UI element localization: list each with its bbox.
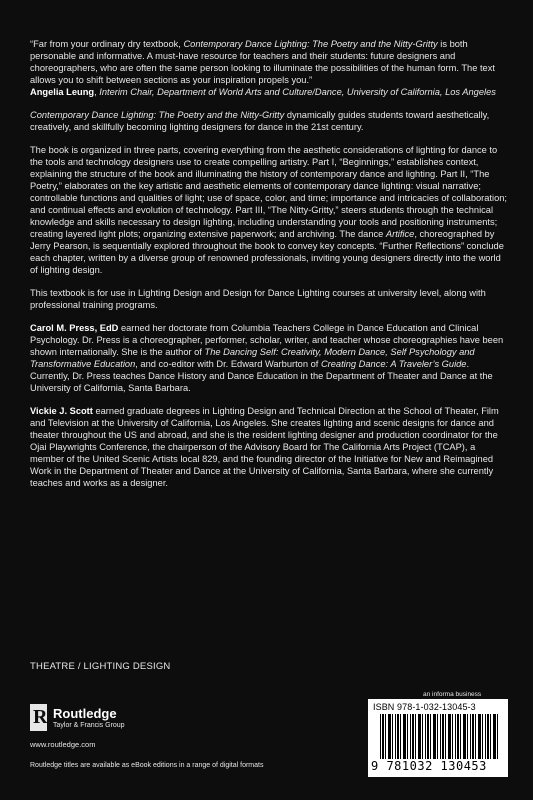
publisher-logo	[30, 704, 125, 731]
author-bio-scott: Vickie J. Scott earned graduate degrees in Lighting Design and Technical Direction at the School of Theater, Film and Television at the University of California, Los Angeles. She creates lighting and scenic designs for dance and theater throughout the US and abroad, and she is the resident lighting designer and production coordinator for the Ojai Playwrights Conference, the chairperson of the Advisory Board for The California Arts Project (TCAP), a member of the United Scenic Artists local 829, and the founding director of the Initiative for New and Reimagined Work in the Department of Theater and Dance at the University of California, Santa Barbara, where she currently teaches and works as a designer.	[30, 406, 499, 488]
usage-paragraph: This textbook is for use in Lighting Design and Design for Dance Lighting courses at university level, along with professional training programs.	[30, 288, 486, 310]
organization-paragraph: The book is organized in three parts, covering everything from the aesthetic considerations of lighting for dance to the tools and technology designers use to create compelling artistry. Part I, “Beginnings,” establishes context, explaining the structure of the book and illuminating the history of contemporary dance and lighting. Part II, “The Poetry,” elaborates on the key artistic and aesthetic elements of contemporary dance lighting: visual narrative; controllable functions and qualities of light; use of space, color, and time; importance and intricacies of collaboration; and continual effects and evolution of technology. Part III, “The Nitty-Gritty,” steers students through the technical knowledge and skills necessary to design lighting, including understanding your tools and positioning instruments; creating layered light plots; organizing extensive paperwork; and archiving. The dance Artifice, choreographed by Jerry Pearson, is sequentially explored throughout the book to convey key concepts. “Further Reflections” conclude each chapter, written by a diverse group of renowned professionals, inviting young designers directly into the world of lighting design.	[30, 145, 507, 275]
publisher-name: Routledge	[53, 705, 117, 721]
informa-tagline: an informa business	[423, 691, 482, 698]
endorser-name: Angelia Leung	[30, 87, 95, 97]
author-name: Carol M. Press, EdD	[30, 323, 119, 333]
back-cover-text	[30, 38, 508, 500]
publisher-website: www.routledge.com	[30, 740, 96, 749]
barcode-bars	[380, 714, 500, 759]
book-title-italic: Contemporary Dance Lighting: The Poetry and the Nitty-Gritty	[183, 39, 438, 49]
publisher-group: Taylor & Francis Group	[53, 721, 125, 729]
routledge-mark-icon: R	[30, 704, 47, 731]
intro-paragraph: Contemporary Dance Lighting: The Poetry and the Nitty-Gritty dynamically guides students toward aesthetically, creatively, and skillfully becoming lighting designers for dance in the 21st century.	[30, 110, 490, 132]
author-name: Vickie J. Scott	[30, 406, 93, 416]
author-bio-press: Carol M. Press, EdD earned her doctorate from Columbia Teachers College in Dance Education and Clinical Psychology. Dr. Press is a choreographer, performer, scholar, writer, and teacher whose choreographies have been shown internationally. She is the author of The Dancing Self: Creativity, Modern Dance, Self Psychology and Transformative Education, and co-editor with Dr. Edward Warburton of Creating Dance: A Traveler’s Guide. Currently, Dr. Press teaches Dance History and Dance Education in the Department of Theater and Dance at the University of California, Santa Barbara.	[30, 323, 504, 393]
endorser-role: Interim Chair, Department of World Arts and Culture/Dance, University of California, Los Angeles	[99, 87, 496, 97]
subject-category: THEATRE / LIGHTING DESIGN	[30, 661, 171, 672]
endorsement-attribution: Angelia Leung, Interim Chair, Department of World Arts and Culture/Dance, University of California, Los Angeles	[30, 87, 496, 97]
barcode-digits: 9 781032 130453	[371, 759, 487, 773]
isbn-label: ISBN 978-1-032-13045-3	[373, 702, 476, 712]
endorsement-quote: “Far from your ordinary dry textbook, Contemporary Dance Lighting: The Poetry and the Nitty-Gritty is both personable and informative. A must-have resource for teachers and their students: future designers and choreographers, who are often the same person looking to illuminate the possibilities of the human form. The text allows you to shift between sections as your inspiration propels you.”	[30, 39, 495, 85]
ebook-note: Routledge titles are available as eBook editions in a range of digital formats	[30, 762, 264, 769]
isbn-barcode	[368, 699, 508, 777]
